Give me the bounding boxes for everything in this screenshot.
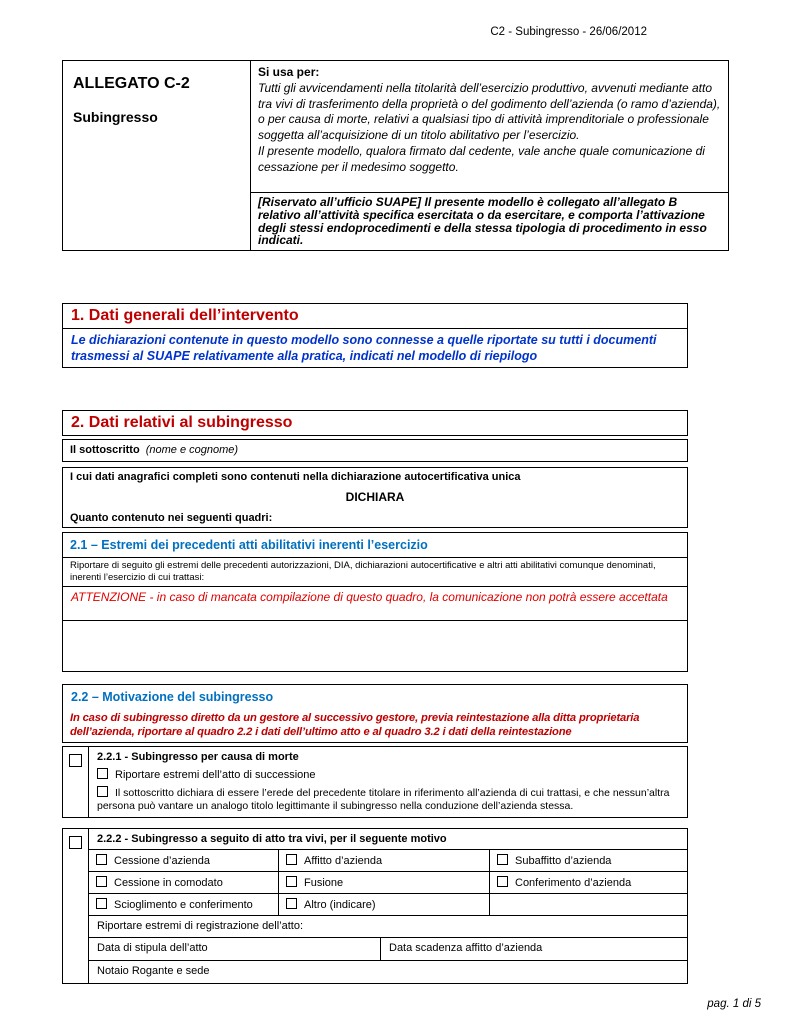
frames-note: Quanto contenuto nei seguenti quadri:	[70, 512, 273, 525]
section-2	[62, 410, 688, 984]
block-2-2-2-select-column	[63, 829, 89, 983]
doc-reference: C2 - Subingresso - 26/06/2012	[490, 26, 647, 38]
block-2-2-1	[62, 746, 688, 818]
label-cessione-azienda: Cessione d’azienda	[114, 855, 211, 868]
section-2-1-title-row	[63, 533, 687, 558]
data-stipula-field[interactable]	[89, 938, 381, 960]
data-stipula-label: Data di stipula dell’atto	[97, 942, 208, 955]
usage-label: Si usa per:	[258, 65, 320, 79]
label-scioglimento-conferimento: Scioglimento e conferimento	[114, 899, 253, 912]
section-2-2-title-row	[62, 684, 688, 709]
section-2-2-note: In caso di subingresso diretto da un gestore al successivo gestore, previa reintestazione alla ditta proprietaria dell’azienda, riportare al quadro 2.2 i dati dell’ultimo atto e al quadro 3.2 i dati della reintestazione	[62, 709, 688, 743]
header-left-cell	[63, 61, 251, 251]
registration-label-row: Riportare estremi di registrazione dell’atto:	[89, 916, 687, 938]
block-2-2-2-content	[89, 829, 687, 983]
motivo-cell	[490, 872, 687, 894]
block-2-2-1-checkbox[interactable]	[69, 754, 82, 767]
motivo-cell	[89, 850, 279, 872]
motivo-grid	[89, 850, 687, 916]
subscriber-hint: (nome e cognome)	[145, 444, 239, 457]
checkbox-scioglimento-conferimento[interactable]	[96, 898, 107, 909]
section-2-1-title: 2.1 – Estremi dei precedenti atti abilitativi inerenti l’esercizio	[70, 538, 428, 553]
data-scadenza-field[interactable]	[381, 938, 687, 960]
section-1-note-box	[62, 329, 688, 368]
motivo-cell	[89, 894, 279, 916]
checkbox-cessione-comodato[interactable]	[96, 876, 107, 887]
section-2-title-box	[62, 410, 688, 436]
section-2-1	[62, 532, 688, 672]
dates-row	[89, 938, 687, 961]
page-number: pag. 1 di 5	[707, 998, 761, 1010]
section-1-note: Le dichiarazioni contenute in questo modello sono connesse a quelle riportate su tutti i documenti trasmessi al SUAPE relativamente alla pratica, indicati nel modello di riepilogo	[71, 333, 657, 364]
block-2-2-1-select-column	[63, 747, 89, 817]
data-scadenza-label: Data scadenza affitto d’azienda	[389, 942, 543, 955]
label-subaffitto-azienda: Subaffitto d’azienda	[515, 855, 612, 868]
checkbox-fusione[interactable]	[286, 876, 297, 887]
subscriber-field[interactable]	[62, 439, 688, 462]
label-affitto-azienda: Affitto d’azienda	[304, 855, 383, 868]
section-1	[62, 303, 688, 368]
section-2-2	[62, 684, 688, 984]
notaio-field[interactable]	[89, 961, 687, 983]
erede-checkbox[interactable]	[97, 786, 108, 797]
motivo-cell	[490, 850, 687, 872]
block-2-2-1-heading: 2.2.1 - Subingresso per causa di morte	[97, 751, 299, 764]
allegato-title: ALLEGATO C-2	[73, 75, 190, 92]
section-2-2-title: 2.2 – Motivazione del subingresso	[71, 690, 274, 705]
previous-acts-input[interactable]	[63, 621, 687, 671]
declares-heading: DICHIARA	[345, 490, 405, 505]
notaio-label: Notaio Rogante e sede	[97, 965, 210, 978]
usage-text-1: Tutti gli avvicendamenti nella titolarità dell’esercizio produttivo, avvenuti mediante atto tra vivi di trasferimento della proprietà o del godimento dell’azienda (o ramo d’azienda), o per causa di morte, relativi a qualsiasi tipo di attività imprenditoriale o professionale soggetta all’acquisizione di un titolo abilitativo per l’esercizio.	[258, 80, 721, 143]
declaration-block	[62, 467, 688, 528]
successione-checkbox[interactable]	[97, 768, 108, 779]
checkbox-affitto-azienda[interactable]	[286, 854, 297, 865]
motivo-cell	[279, 872, 490, 894]
header-table	[62, 60, 729, 251]
label-conferimento-azienda: Conferimento d’azienda	[515, 877, 632, 890]
usage-cell	[251, 61, 729, 193]
section-1-title: 1. Dati generali dell’intervento	[71, 307, 299, 325]
motivo-cell	[89, 872, 279, 894]
label-fusione: Fusione	[304, 877, 344, 890]
label-altro: Altro (indicare)	[304, 899, 376, 912]
successione-label: Riportare estremi dell’atto di successione	[115, 769, 316, 782]
usage-text-2: Il presente modello, qualora firmato dal cedente, vale anche quale comunicazione di cessazione per il medesimo soggetto.	[258, 143, 705, 174]
checkbox-conferimento-azienda[interactable]	[497, 876, 508, 887]
block-2-2-2	[62, 828, 688, 984]
motivo-cell	[279, 850, 490, 872]
section-2-1-warning: ATTENZIONE - in caso di mancata compilazione di questo quadro, la comunicazione non potrà essere accettata	[63, 587, 687, 621]
block-2-2-2-heading: 2.2.2 - Subingresso a seguito di atto tra vivi, per il seguente motivo	[89, 829, 687, 850]
allegato-subtitle: Subingresso	[73, 109, 158, 125]
label-cessione-comodato: Cessione in comodato	[114, 877, 223, 890]
section-2-1-description: Riportare di seguito gli estremi delle precedenti autorizzazioni, DIA, dichiarazioni autocertificative e altri atti abilitativi comunque denominati, inerenti l’esercizio di cui trattasi:	[63, 558, 687, 587]
motivo-cell	[279, 894, 490, 916]
successione-option-row	[89, 766, 687, 784]
block-2-2-2-checkbox[interactable]	[69, 836, 82, 849]
section-2-title: 2. Dati relativi al subingresso	[71, 414, 293, 432]
erede-option-row	[89, 784, 687, 817]
motivo-cell-empty	[490, 894, 687, 916]
checkbox-altro[interactable]	[286, 898, 297, 909]
reserved-suape-note: [Riservato all’ufficio SUAPE] Il presente modello è collegato all’allegato B relativo all’attività specifica esercitata o da esercitare, e comporta l’attivazione degli stessi endoprocedimenti e della stessa tipologia di procedimento in esso indicati.	[251, 193, 729, 251]
block-2-2-1-content	[89, 747, 687, 817]
erede-label: Il sottoscritto dichiara di essere l’erede del precedente titolare in riferimento all’azienda di cui trattasi, e che nessun’altra persona può vantare un analogo titolo legittimante il subingresso nella conduzione dell’azienda stessa.	[97, 787, 670, 812]
checkbox-subaffitto-azienda[interactable]	[497, 854, 508, 865]
anagrafici-note: I cui dati anagrafici completi sono contenuti nella dichiarazione autocertificativa unica	[70, 471, 521, 484]
checkbox-cessione-azienda[interactable]	[96, 854, 107, 865]
subscriber-label: Il sottoscritto	[70, 444, 140, 457]
section-1-title-box	[62, 303, 688, 329]
